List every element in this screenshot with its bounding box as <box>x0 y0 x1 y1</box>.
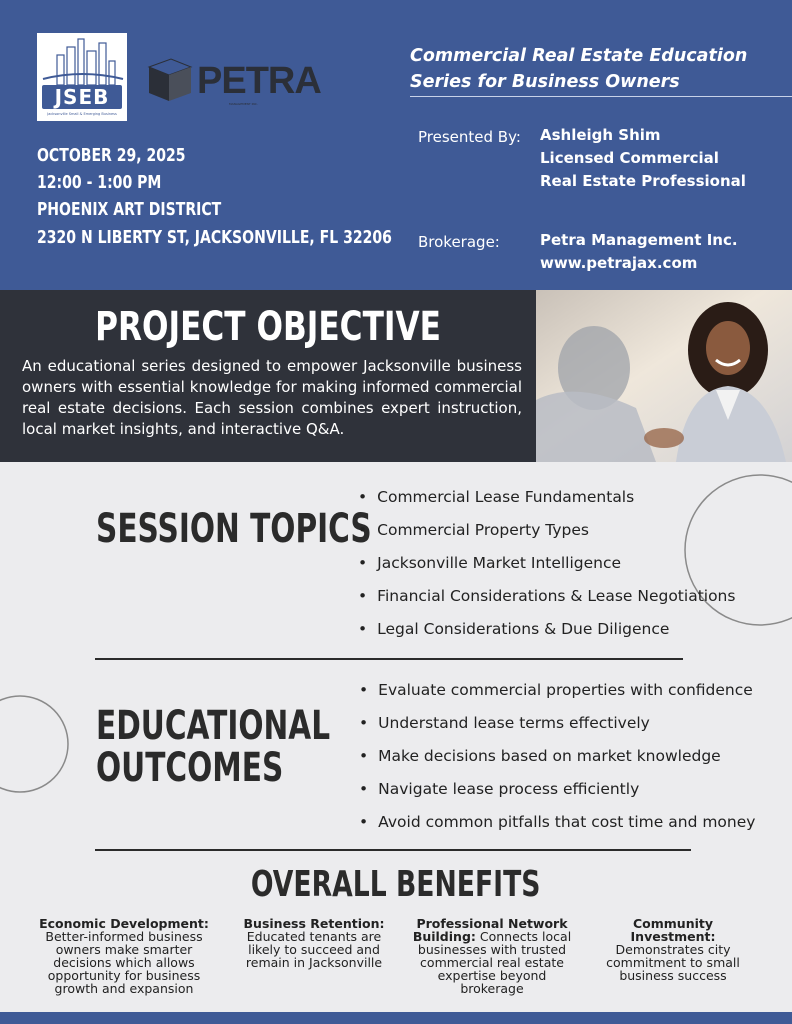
brokerage-name: Petra Management Inc. <box>540 231 738 249</box>
benefit-heading: Business Retention: <box>243 916 385 931</box>
event-date: OCTOBER 29, 2025 <box>37 145 186 166</box>
benefit-heading: Economic Development: <box>39 916 209 931</box>
petra-logo-subtext: MANAGEMENT INC. <box>229 102 258 106</box>
objective-text: An educational series designed to empower Jacksonville business owners with essential knowledge for making informed commercial real estate decisions. Each session combines expert instruction, local market insights, and interactive Q&A. <box>22 357 522 438</box>
list-item: • Understand lease terms effectively <box>359 713 755 746</box>
brokerage-block <box>540 229 738 275</box>
presented-by-label: Presented By: <box>418 128 521 146</box>
session-topics-list <box>358 487 735 652</box>
presenter-photo <box>536 290 792 462</box>
benefit-heading: Professional Network Building: <box>412 916 568 944</box>
list-item: • Jacksonville Market Intelligence <box>358 553 735 586</box>
brokerage-url[interactable]: www.petrajax.com <box>540 254 698 272</box>
outcomes-title-line2: OUTCOMES <box>96 745 284 791</box>
list-item: • Legal Considerations & Due Diligence <box>358 619 735 652</box>
benefits-title-wrap <box>0 864 792 906</box>
section-divider <box>95 849 691 851</box>
benefit-professional-network <box>408 917 576 995</box>
list-item: • Avoid common pitfalls that cost time and money <box>359 812 755 845</box>
handshake-photo-illustration <box>536 290 792 462</box>
event-address: 2320 N LIBERTY ST, JACKSONVILLE, FL 32206 <box>37 227 392 248</box>
objective-title: PROJECT OBJECTIVE <box>95 304 441 350</box>
benefit-text: Demonstrates city commitment to small business success <box>606 942 740 983</box>
event-venue: PHOENIX ART DISTRICT <box>37 199 222 220</box>
series-title-line2: Series for Business Owners <box>410 72 680 92</box>
section-divider <box>95 658 683 660</box>
cube-icon <box>145 57 195 103</box>
benefits-title: OVERALL BENEFITS <box>251 864 541 905</box>
presenter-title-line2: Real Estate Professional <box>540 172 746 190</box>
petra-logo-text: PETRA <box>197 60 321 102</box>
benefit-economic-development <box>38 917 210 995</box>
outcomes-title-line1: EDUCATIONAL <box>96 703 331 749</box>
presenter-block <box>540 124 746 193</box>
jseb-logo-text: JSEB <box>42 85 122 109</box>
benefit-text: Better-informed business owners make smarter decisions which allows opportunity for business growth and expansion <box>45 929 203 996</box>
brokerage-label: Brokerage: <box>418 233 500 251</box>
session-topics-title: SESSION TOPICS <box>96 506 372 552</box>
list-item: • Commercial Lease Fundamentals <box>358 487 735 520</box>
series-title-line1: Commercial Real Estate Education <box>410 46 748 66</box>
petra-logo <box>145 57 321 106</box>
list-item: • Financial Considerations & Lease Negotiations <box>358 586 735 619</box>
outcomes-list <box>359 680 755 845</box>
footer-bar <box>0 1012 792 1024</box>
benefit-text: Educated tenants are likely to succeed and remain in Jacksonville <box>245 929 383 970</box>
benefit-text: Connects local businesses with trusted commercial real estate expertise beyond brokerage <box>417 929 572 996</box>
list-item: • Evaluate commercial properties with confidence <box>359 680 755 713</box>
benefit-business-retention <box>236 917 392 969</box>
series-title <box>410 43 780 95</box>
presenter-title-line1: Licensed Commercial <box>540 149 719 167</box>
series-divider <box>410 96 792 97</box>
list-item: • Commercial Property Types <box>358 520 735 553</box>
event-time: 12:00 - 1:00 PM <box>37 172 162 193</box>
list-item: • Navigate lease process efficiently <box>359 779 755 812</box>
presenter-name: Ashleigh Shim <box>540 126 661 144</box>
list-item: • Make decisions based on market knowledge <box>359 746 755 779</box>
jseb-logo-subtext: Jacksonville Small & Emerging Business <box>47 112 117 116</box>
benefit-heading: Community Investment: <box>630 916 716 944</box>
benefit-community-investment <box>590 917 756 982</box>
jseb-logo <box>37 33 127 121</box>
